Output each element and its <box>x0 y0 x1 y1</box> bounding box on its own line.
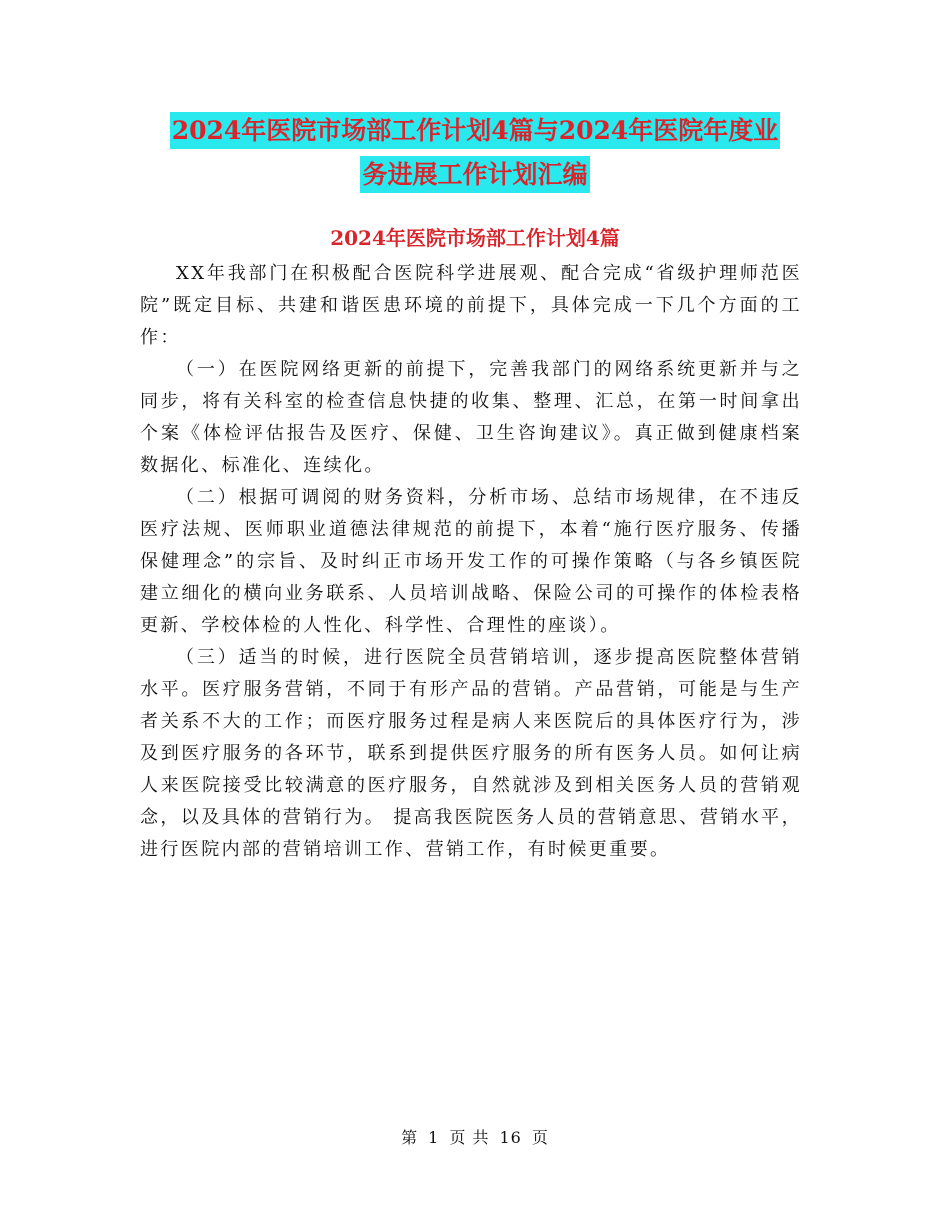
section-heading: 2024年医院市场部工作计划4篇 <box>330 226 620 250</box>
body-paragraph-item-2: （二）根据可调阅的财务资料，分析市场、总结市场规律，在不违反医疗法规、医师职业道德法律规范的前提下，本着“施行医疗服务、传播保健理念”的宗旨、及时纠正市场开发工作的可操作策略（与各乡镇医院建立细化的横向业务联系、人员培训战略、保险公司的可操作的体检表格更新、学校体检的人性化、科学性、合理性的座谈）。 <box>140 487 802 636</box>
document-title-line2 <box>0 152 950 198</box>
document-title-line1-text: 2024年医院市场部工作计划4篇与2024年医院年度业 <box>170 112 781 149</box>
document-title-line1 <box>0 108 950 154</box>
footer-page-number: 1 <box>428 1128 440 1147</box>
body-paragraph-item-1: （一）在医院网络更新的前提下，完善我部门的网络系统更新并与之同步，将有关科室的检查信息快捷的收集、整理、汇总，在第一时间拿出个案《体检评估报告及医疗、保健、卫生咨询建议》。真正做到健康档案数据化、标准化、连续化。 <box>140 359 802 476</box>
footer-prefix: 第 <box>401 1128 419 1147</box>
document-title-line2-text: 务进展工作计划汇编 <box>360 156 589 193</box>
body-paragraph-item-3: （三）适当的时候，进行医院全员营销培训，逐步提高医院整体营销水平。医疗服务营销，不同于有形产品的营销。产品营销，可能是与生产者关系不大的工作；而医疗服务过程是病人来医院后的具体医疗行为，涉及到医疗服务的各环节，联系到提供医疗服务的所有医务人员。如何让病人来医院接受比较满意的医疗服务，自然就涉及到相关医务人员的营销观念，以及具体的营销行为。 提高我医院医务人员的营销意思、营销水平，进行医院内部的营销培训工作、营销工作，有时候更重要。 <box>140 647 802 860</box>
footer-suffix: 页 <box>531 1128 549 1147</box>
footer-total-pages: 16 <box>499 1128 522 1147</box>
document-body <box>140 258 802 866</box>
body-paragraph-intro: XX年我部门在积极配合医院科学进展观、配合完成“省级护理师范医院”既定目标、共建和谐医患环境的前提下，具体完成一下几个方面的工作： <box>140 263 802 348</box>
page-footer <box>0 1124 950 1152</box>
footer-middle: 页 共 <box>449 1128 490 1147</box>
